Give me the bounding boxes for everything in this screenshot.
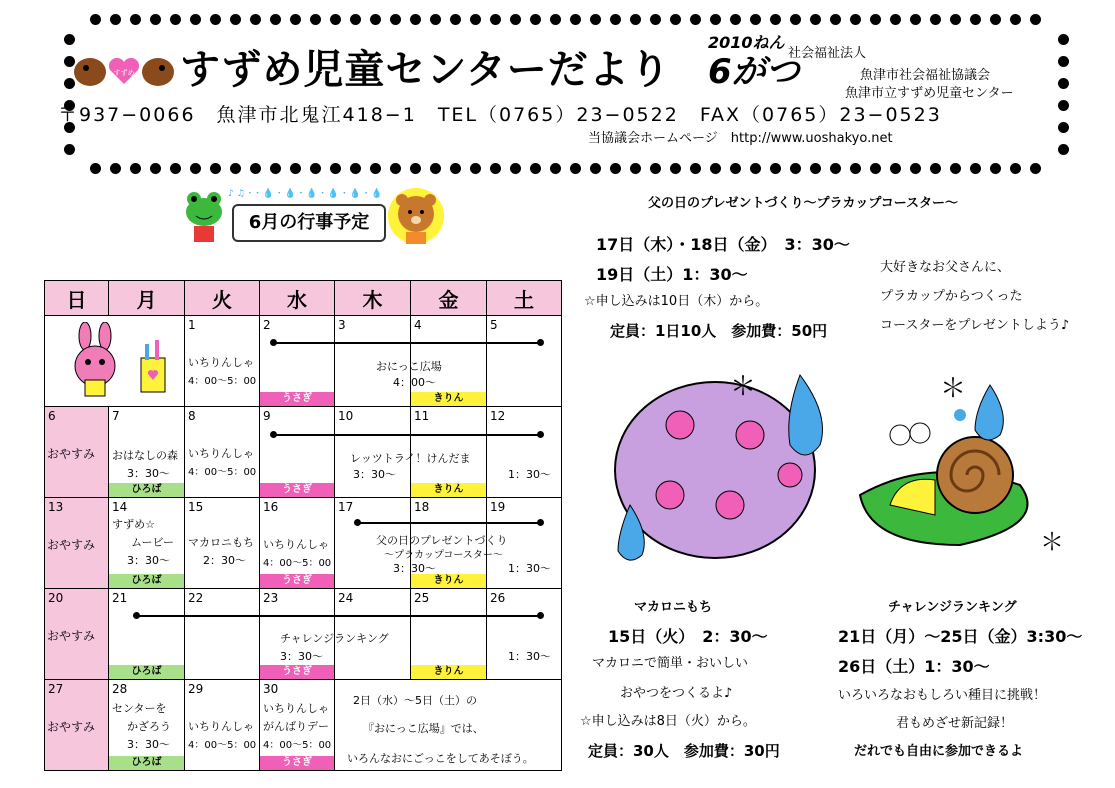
- day-cell-27[interactable]: [45, 680, 109, 771]
- makaroni-capacity: 定員：30人 参加費：30円: [588, 742, 780, 760]
- border-dot: [210, 163, 221, 174]
- border-dot: [470, 163, 481, 174]
- border-dot: [290, 14, 301, 25]
- border-dot: [1058, 122, 1069, 133]
- org-council: 魚津市社会福祉協議会: [860, 68, 991, 83]
- border-dot: [330, 163, 341, 174]
- border-dot: [990, 14, 1001, 25]
- closed-label: おやすみ: [47, 447, 96, 461]
- border-dot: [890, 14, 901, 25]
- day-cell-21[interactable]: [109, 589, 185, 680]
- day-cell-25[interactable]: [411, 589, 487, 680]
- border-dot: [910, 163, 921, 174]
- day-cell-28[interactable]: [109, 680, 185, 771]
- border-dot: [830, 14, 841, 25]
- border-dot: [450, 163, 461, 174]
- border-dot: [130, 163, 141, 174]
- border-dot: [64, 144, 75, 155]
- border-dot: [490, 14, 501, 25]
- event-ichirin: いちりんしゃ: [188, 447, 254, 460]
- event-ichirin: いちりんしゃ: [188, 720, 254, 733]
- event-time: 4：00〜5：00: [188, 740, 257, 751]
- border-dot: [190, 14, 201, 25]
- present-desc-2: プラカップからつくった: [880, 289, 1023, 304]
- day-cell-13[interactable]: [45, 498, 109, 589]
- music-notes-decoration: ♪♫･･💧･💧･💧･💧･💧･💧: [228, 189, 386, 199]
- closed-label: おやすみ: [47, 538, 96, 552]
- border-dot: [570, 163, 581, 174]
- present-desc-1: 大好きなお父さんに、: [880, 260, 1011, 275]
- border-dot: [410, 14, 421, 25]
- border-dot: [250, 14, 261, 25]
- event-time: 2：30〜: [203, 554, 246, 567]
- event-time: 1：30〜: [508, 468, 551, 481]
- event-center: センターを: [112, 702, 167, 715]
- border-dot: [650, 14, 661, 25]
- onikko-note-cell: [335, 680, 562, 771]
- border-dot: [250, 163, 261, 174]
- border-dot: [690, 14, 701, 25]
- event-onikko: おにっこ広場: [376, 360, 442, 373]
- day-number: 24: [338, 591, 354, 605]
- border-dot: [330, 14, 341, 25]
- event-time: 1：30〜: [508, 562, 551, 575]
- border-dot: [290, 163, 301, 174]
- day-number: 10: [338, 409, 354, 423]
- week-row-2: [45, 407, 562, 498]
- day-cell-14[interactable]: [109, 498, 185, 589]
- border-dot: [610, 163, 621, 174]
- challenge-date-2: 26日（土）1：30〜: [838, 657, 990, 676]
- weekday-wed: 水: [260, 281, 335, 316]
- event-time: 3：30〜: [393, 562, 436, 575]
- border-dot: [510, 163, 521, 174]
- day-number: 6: [48, 409, 56, 423]
- weekday-fri: 金: [411, 281, 487, 316]
- border-dot: [110, 163, 121, 174]
- day-cell-15[interactable]: [185, 498, 260, 589]
- day-number: 11: [414, 409, 430, 423]
- border-dot: [410, 163, 421, 174]
- homepage-text: 当協議会ホームページ: [588, 131, 718, 146]
- border-dot: [1030, 163, 1041, 174]
- tag-usagi: うさぎ: [260, 574, 334, 588]
- day-number: 27: [48, 682, 64, 696]
- day-number: 7: [112, 409, 120, 423]
- present-date-1: 17日（木）・18日（金） 3：30〜: [596, 235, 850, 254]
- border-dot: [150, 163, 161, 174]
- day-cell-6[interactable]: [45, 407, 109, 498]
- rabbit-illustration-cell: [45, 316, 185, 407]
- note-line-2: 『おにっこ広場』では、: [363, 722, 484, 735]
- tag-hiroba: ひろば: [109, 665, 184, 679]
- border-dot: [430, 163, 441, 174]
- day-number: 26: [490, 591, 506, 605]
- tag-usagi: うさぎ: [260, 392, 334, 406]
- event-time: 3：30〜: [127, 738, 170, 751]
- day-number: 14: [112, 500, 128, 514]
- border-dot: [1058, 78, 1069, 89]
- border-dot: [810, 14, 821, 25]
- border-dot: [850, 14, 861, 25]
- event-time: 4：00〜5：00: [263, 558, 332, 569]
- event-time: 3：30〜: [127, 554, 170, 567]
- border-dot: [310, 163, 321, 174]
- event-rettsu: レッツトライ！けんだま: [350, 452, 471, 465]
- week-row-5: [45, 680, 562, 771]
- day-number: 12: [490, 409, 506, 423]
- day-cell-7[interactable]: [109, 407, 185, 498]
- org-type: 社会福祉法人: [788, 46, 867, 61]
- border-dot: [650, 163, 661, 174]
- day-number: 5: [490, 318, 498, 332]
- challenge-desc-3: だれでも自由に参加できるよ: [854, 744, 1024, 759]
- border-dot: [750, 163, 761, 174]
- day-number: 30: [263, 682, 279, 696]
- border-dot: [610, 14, 621, 25]
- event-time: 3：30〜: [353, 468, 396, 481]
- logo-text: すずめ: [113, 69, 135, 77]
- day-number: 16: [263, 500, 279, 514]
- border-dot: [110, 14, 121, 25]
- makaroni-title: マカロニもち: [634, 600, 713, 615]
- border-dot: [730, 163, 741, 174]
- border-dot: [530, 14, 541, 25]
- border-dot: [750, 14, 761, 25]
- tag-kirin: きりん: [411, 574, 486, 588]
- event-time: 4：00〜: [393, 376, 436, 389]
- day-cell-30[interactable]: [260, 680, 335, 771]
- tag-usagi: うさぎ: [260, 756, 334, 770]
- border-dot: [670, 14, 681, 25]
- event-ganbari: がんばりデー: [263, 720, 329, 733]
- border-dot: [310, 14, 321, 25]
- day-number: 28: [112, 682, 128, 696]
- frog-icon: [180, 186, 228, 252]
- weekday-sat: 土: [487, 281, 562, 316]
- present-title: 父の日のプレゼントづくり〜プラカップコースター〜: [648, 196, 959, 211]
- day-number: 17: [338, 500, 354, 514]
- border-dot: [850, 163, 861, 174]
- month-label: 6がつ: [708, 52, 800, 92]
- day-number: 25: [414, 591, 430, 605]
- border-dot: [770, 14, 781, 25]
- tag-kirin: きりん: [411, 392, 486, 406]
- tag-usagi: うさぎ: [260, 665, 334, 679]
- event-center-2: かざろう: [127, 720, 171, 733]
- bear-sun-icon: [384, 186, 448, 252]
- day-cell-20[interactable]: [45, 589, 109, 680]
- makaroni-desc-1: マカロニで簡単・おいしい: [592, 656, 749, 671]
- border-dot: [230, 163, 241, 174]
- makaroni-desc-2: おやつをつくるよ♪: [620, 686, 733, 701]
- day-cell-29[interactable]: [185, 680, 260, 771]
- challenge-date-1: 21日（月）〜25日（金）3:30〜: [838, 627, 1083, 646]
- border-dot: [1030, 14, 1041, 25]
- day-cell-8[interactable]: [185, 407, 260, 498]
- border-dot: [64, 34, 75, 45]
- event-movie-2: ムービー: [131, 536, 175, 549]
- rettsu-span-line: [273, 434, 541, 436]
- border-dot: [90, 163, 101, 174]
- day-number: 18: [414, 500, 430, 514]
- present-desc-3: コースターをプレゼントしよう♪: [880, 318, 1070, 333]
- border-dot: [810, 163, 821, 174]
- event-time: 3：30〜: [127, 467, 170, 480]
- border-dot: [970, 14, 981, 25]
- day-number: 23: [263, 591, 279, 605]
- homepage-link[interactable]: http://www.uoshakyo.net: [730, 131, 893, 146]
- weekday-sun: 日: [45, 281, 109, 316]
- border-dot: [730, 14, 741, 25]
- svg-text:＊: ＊: [940, 374, 967, 404]
- sparrow-logo: [72, 50, 176, 94]
- border-dot: [550, 163, 561, 174]
- year-label: 2010ねん: [708, 33, 785, 52]
- event-time: 4：00〜5：00: [188, 467, 257, 478]
- border-dot: [270, 14, 281, 25]
- border-dot: [210, 14, 221, 25]
- day-number: 13: [48, 500, 64, 514]
- svg-text:＊: ＊: [1040, 528, 1064, 556]
- tag-kirin: きりん: [411, 483, 486, 497]
- event-time: 4：00〜5：00: [263, 740, 332, 751]
- event-ichirin: いちりんしゃ: [263, 538, 329, 551]
- present-apply: ☆申し込みは10日（木）から。: [584, 294, 769, 309]
- makaroni-date: 15日（火） 2：30〜: [608, 627, 768, 646]
- tag-hiroba: ひろば: [109, 483, 184, 497]
- border-dot: [1058, 100, 1069, 111]
- border-dot: [930, 14, 941, 25]
- day-cell-1[interactable]: [185, 316, 260, 407]
- challenge-desc-1: いろいろなおもしろい種目に挑戦！: [838, 688, 1047, 703]
- border-dot: [910, 14, 921, 25]
- day-number: 29: [188, 682, 204, 696]
- border-dot: [190, 163, 201, 174]
- border-dot: [230, 14, 241, 25]
- border-dot: [890, 163, 901, 174]
- border-dot: [370, 163, 381, 174]
- day-number: 19: [490, 500, 506, 514]
- note-line-1: 2日（水）〜5日（土）の: [353, 694, 477, 707]
- weekday-header-row: [45, 281, 562, 316]
- day-cell-12[interactable]: [487, 407, 562, 498]
- event-challenge: チャレンジランキング: [280, 632, 389, 645]
- border-dot: [630, 163, 641, 174]
- week-row-1: [45, 316, 562, 407]
- challenge-span-line: [136, 615, 541, 617]
- day-cell-22[interactable]: [185, 589, 260, 680]
- border-dot: [690, 163, 701, 174]
- event-ohanashi: おはなしの森: [112, 449, 178, 462]
- tag-hiroba: ひろば: [109, 756, 184, 770]
- border-dot: [710, 14, 721, 25]
- border-dot: [170, 163, 181, 174]
- border-dot: [630, 14, 641, 25]
- border-dot: [350, 163, 361, 174]
- border-dot: [590, 163, 601, 174]
- weekday-tue: 火: [185, 281, 260, 316]
- border-dot: [1010, 14, 1021, 25]
- rabbit-icon: [55, 322, 175, 400]
- border-dot: [150, 14, 161, 25]
- day-cell-5[interactable]: [487, 316, 562, 407]
- weekday-mon: 月: [109, 281, 185, 316]
- day-number: 4: [414, 318, 422, 332]
- border-dot: [710, 163, 721, 174]
- event-ichirin: いちりんしゃ: [188, 356, 254, 369]
- address-line: 〒937−0066 魚津市北鬼江418−1 TEL（0765）23−0522 FAX（0765）23−0523: [58, 104, 942, 126]
- closed-label: おやすみ: [47, 629, 96, 643]
- day-number: 2: [263, 318, 271, 332]
- border-dot: [1058, 56, 1069, 67]
- event-ichirin: いちりんしゃ: [263, 702, 329, 715]
- border-dot: [1010, 163, 1021, 174]
- border-dot: [670, 163, 681, 174]
- border-dot: [870, 163, 881, 174]
- border-dot: [430, 14, 441, 25]
- border-dot: [550, 14, 561, 25]
- weekday-thu: 木: [335, 281, 411, 316]
- onikko-span-line: [273, 342, 541, 344]
- border-dot: [950, 163, 961, 174]
- border-dot: [790, 14, 801, 25]
- present-date-2: 19日（土）1：30〜: [596, 265, 748, 284]
- tag-hiroba: ひろば: [109, 574, 184, 588]
- svg-text:＊: ＊: [730, 372, 757, 402]
- schedule-badge: 6月の行事予定: [232, 204, 386, 242]
- event-time: 1：30〜: [508, 650, 551, 663]
- note-line-3: いろんなおにごっこをしてあそぼう。: [347, 752, 534, 765]
- event-movie: すずめ☆: [112, 518, 155, 531]
- day-number: 21: [112, 591, 128, 605]
- challenge-title: チャレンジランキング: [888, 600, 1017, 615]
- event-makaroni: マカロニもち: [188, 536, 254, 549]
- border-dot: [270, 163, 281, 174]
- border-dot: [790, 163, 801, 174]
- border-dot: [950, 14, 961, 25]
- border-dot: [390, 14, 401, 25]
- border-dot: [510, 14, 521, 25]
- day-cell-26[interactable]: [487, 589, 562, 680]
- closed-label: おやすみ: [47, 720, 96, 734]
- day-cell-16[interactable]: [260, 498, 335, 589]
- border-dot: [990, 163, 1001, 174]
- homepage-label: [588, 127, 893, 146]
- challenge-desc-2: 君もめざせ新記録！: [896, 716, 1014, 731]
- present-capacity: 定員：1日10人 参加費：50円: [610, 322, 828, 340]
- border-dot: [490, 163, 501, 174]
- event-time: 3：30〜: [280, 650, 323, 663]
- border-dot: [130, 14, 141, 25]
- border-dot: [1058, 34, 1069, 45]
- border-dot: [970, 163, 981, 174]
- day-number: 1: [188, 318, 196, 332]
- border-dot: [770, 163, 781, 174]
- tag-kirin: きりん: [411, 665, 486, 679]
- border-dot: [350, 14, 361, 25]
- day-cell-2[interactable]: [260, 316, 335, 407]
- border-dot: [930, 163, 941, 174]
- newsletter-title: すずめ児童センターだより: [180, 47, 671, 93]
- event-present: 父の日のプレゼントづくり: [376, 534, 508, 547]
- border-dot: [590, 14, 601, 25]
- day-number: 3: [338, 318, 346, 332]
- day-cell-9[interactable]: [260, 407, 335, 498]
- day-number: 22: [188, 591, 204, 605]
- day-number: 20: [48, 591, 64, 605]
- event-calendar: [44, 280, 562, 771]
- hydrangea-snail-illustration: [600, 355, 1080, 585]
- border-dot: [570, 14, 581, 25]
- event-present-sub: 〜プラカップコースター〜: [384, 550, 503, 561]
- border-dot: [450, 14, 461, 25]
- border-dot: [1058, 144, 1069, 155]
- border-dot: [170, 14, 181, 25]
- present-span-line: [357, 522, 541, 524]
- border-dot: [470, 14, 481, 25]
- org-center: 魚津市立すずめ児童センター: [845, 86, 1014, 101]
- border-dot: [870, 14, 881, 25]
- event-time: 4：00〜5：00: [188, 376, 257, 387]
- border-dot: [830, 163, 841, 174]
- border-dot: [390, 163, 401, 174]
- makaroni-apply: ☆申し込みは8日（火）から。: [580, 714, 756, 729]
- day-number: 8: [188, 409, 196, 423]
- border-dot: [90, 14, 101, 25]
- border-dot: [370, 14, 381, 25]
- day-number: 9: [263, 409, 271, 423]
- day-number: 15: [188, 500, 204, 514]
- border-dot: [530, 163, 541, 174]
- tag-usagi: うさぎ: [260, 483, 334, 497]
